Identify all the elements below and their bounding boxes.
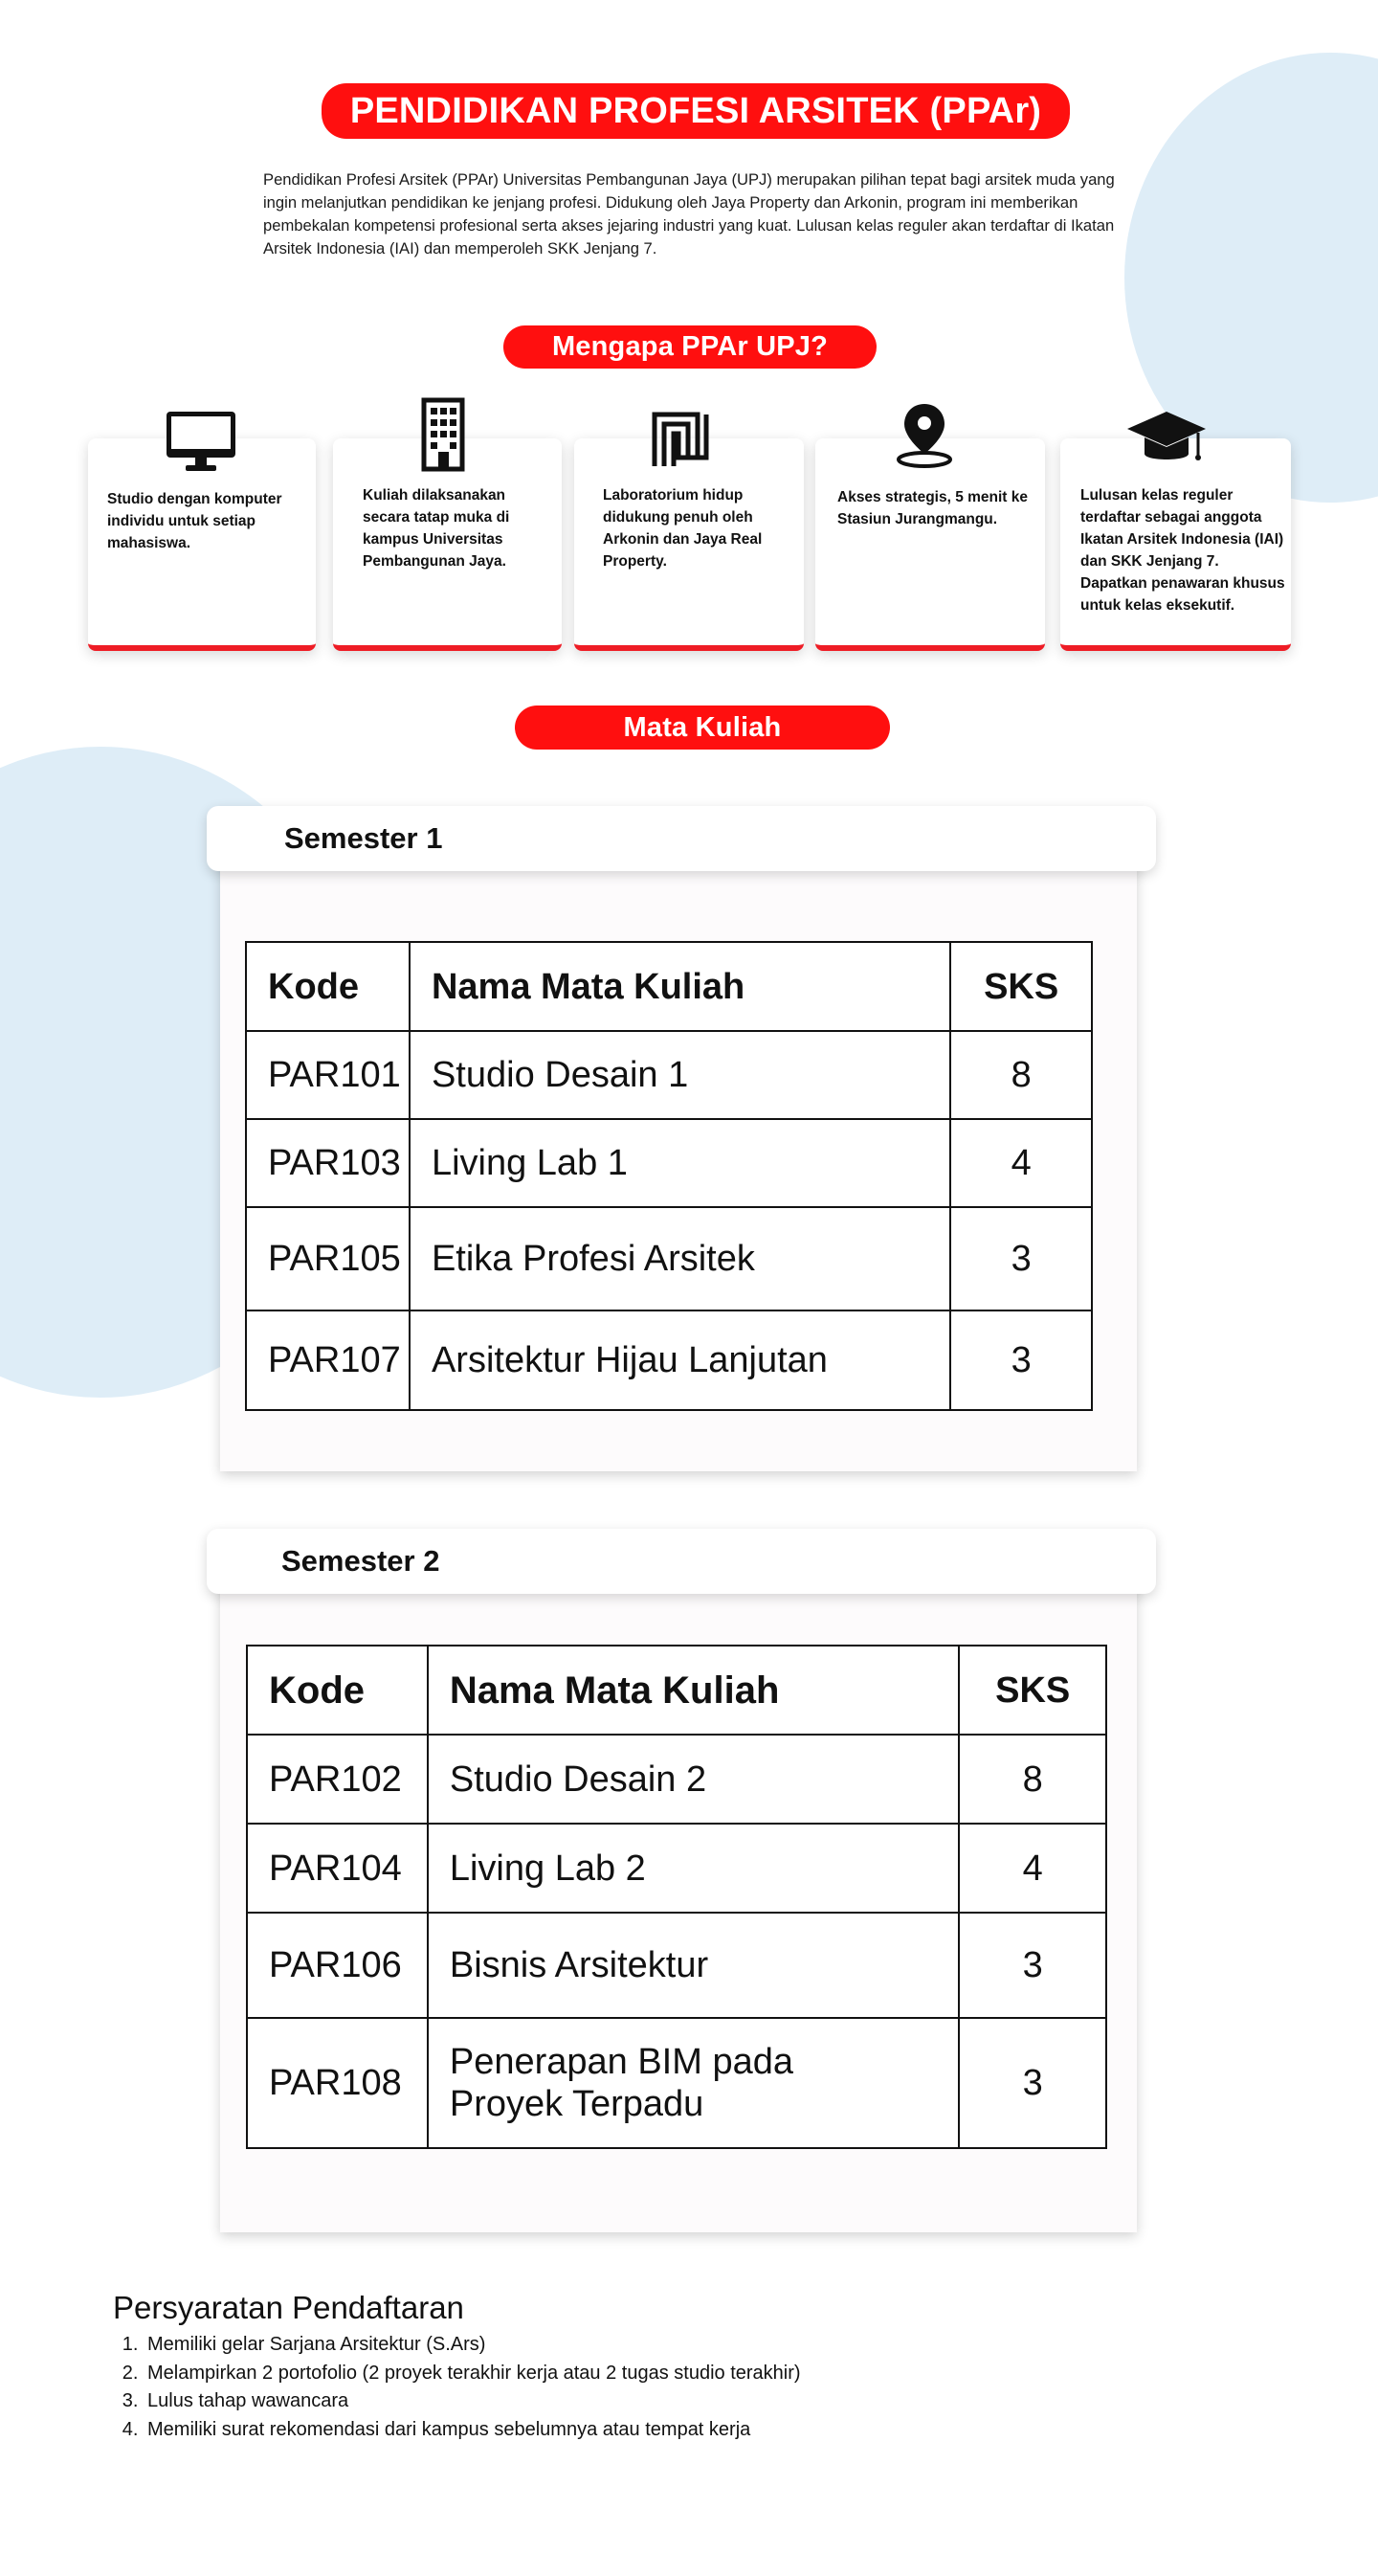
building-icon — [421, 397, 465, 472]
course-sks: 8 — [950, 1031, 1092, 1119]
course-name: Penerapan BIM pada Proyek Terpadu — [428, 2018, 960, 2148]
location-pin-icon — [893, 400, 956, 469]
table-row — [246, 1031, 1092, 1119]
computer-icon — [165, 410, 237, 473]
course-code: PAR106 — [247, 1913, 428, 2018]
course-name: Bisnis Arsitektur — [428, 1913, 960, 2018]
semester-1-table — [245, 941, 1093, 1411]
course-code: PAR102 — [247, 1735, 428, 1824]
course-sks: 8 — [959, 1735, 1106, 1824]
courses-section-title: Mata Kuliah — [515, 706, 890, 750]
column-header-name: Nama Mata Kuliah — [410, 942, 950, 1031]
table-row — [246, 1310, 1092, 1410]
semester-1-title: Semester 1 — [284, 821, 443, 855]
column-header-code: Kode — [247, 1646, 428, 1735]
semester-2-title: Semester 2 — [281, 1544, 440, 1578]
table-header-row — [246, 942, 1092, 1031]
requirement-item: 4. Memiliki surat rekomendasi dari kampus sebelumnya atau tempat kerja — [144, 2416, 801, 2445]
graduation-cap-icon — [1125, 410, 1208, 471]
course-name: Living Lab 2 — [428, 1824, 960, 1913]
course-name: Living Lab 1 — [410, 1119, 950, 1207]
table-row — [246, 1207, 1092, 1310]
course-sks: 3 — [959, 2018, 1106, 2148]
table-row — [246, 1119, 1092, 1207]
table-header-row — [247, 1646, 1106, 1735]
course-name: Studio Desain 1 — [410, 1031, 950, 1119]
feature-card-text: Studio dengan komputer individu untuk setiap mahasiswa. — [107, 491, 282, 551]
table-row — [247, 1735, 1106, 1824]
course-code: PAR107 — [246, 1310, 410, 1410]
requirements-section — [113, 2289, 801, 2444]
table-row — [247, 1824, 1106, 1913]
requirements-list — [113, 2331, 801, 2444]
course-code: PAR103 — [246, 1119, 410, 1207]
feature-card-text: Laboratorium hidup didukung penuh oleh Arkonin dan Jaya Real Property. — [603, 487, 763, 570]
requirements-title: Persyaratan Pendaftaran — [113, 2290, 464, 2325]
table-row — [247, 1913, 1106, 2018]
course-code: PAR105 — [246, 1207, 410, 1310]
column-header-name: Nama Mata Kuliah — [428, 1646, 960, 1735]
course-sks: 4 — [959, 1824, 1106, 1913]
semester-2-header — [207, 1529, 1156, 1594]
feature-card-location — [815, 438, 1045, 651]
feature-cards — [88, 438, 1291, 651]
course-code: PAR104 — [247, 1824, 428, 1913]
course-sks: 4 — [950, 1119, 1092, 1207]
course-code: PAR101 — [246, 1031, 410, 1119]
why-section-title: Mengapa PPAr UPJ? — [503, 325, 877, 369]
feature-card-lab — [574, 438, 804, 651]
column-header-code: Kode — [246, 942, 410, 1031]
feature-card-text: Lulusan kelas reguler terdaftar sebagai anggota Ikatan Arsitek Indonesia (IAI) dan SKK Jenjang 7. Dapatkan penawaran khusus untuk kelas eksekutif. — [1080, 487, 1285, 614]
feature-card-text: Kuliah dilaksanakan secara tatap muka di kampus Universitas Pembangunan Jaya. — [363, 487, 510, 570]
course-name: Etika Profesi Arsitek — [410, 1207, 950, 1310]
semester-1-header — [207, 806, 1156, 871]
page-title: PENDIDIKAN PROFESI ARSITEK (PPAr) — [322, 83, 1070, 139]
course-name: Arsitektur Hijau Lanjutan — [410, 1310, 950, 1410]
table-row — [247, 2018, 1106, 2148]
semester-2-table — [246, 1645, 1107, 2149]
column-header-sks: SKS — [959, 1646, 1106, 1735]
course-sks: 3 — [950, 1310, 1092, 1410]
intro-paragraph: Pendidikan Profesi Arsitek (PPAr) Universitas Pembangunan Jaya (UPJ) merupakan pilihan tepat bagi arsitek muda yang ingin melanjutkan pendidikan ke jenjang profesi. Didukung oleh Jaya Property dan Arkonin, program ini memberikan pembekalan kompetensi profesional serta akses jejaring industri yang kuat. Lulusan kelas reguler akan terdaftar di Ikatan Arsitek Indonesia (IAI) dan memperoleh SKK Jenjang 7. — [263, 170, 1115, 258]
course-code: PAR108 — [247, 2018, 428, 2148]
feature-card-text: Akses strategis, 5 menit ke Stasiun Jurangmangu. — [837, 489, 1029, 527]
column-header-sks: SKS — [950, 942, 1092, 1031]
course-sks: 3 — [950, 1207, 1092, 1310]
arkonin-logo-icon — [652, 412, 709, 469]
requirement-item: 1. Memiliki gelar Sarjana Arsitektur (S.Ars) — [144, 2331, 801, 2360]
requirement-item: 3. Lulus tahap wawancara — [144, 2387, 801, 2416]
course-sks: 3 — [959, 1913, 1106, 2018]
requirement-item: 2. Melampirkan 2 portofolio (2 proyek terakhir kerja atau 2 tugas studio terakhir) — [144, 2360, 801, 2388]
course-name: Studio Desain 2 — [428, 1735, 960, 1824]
